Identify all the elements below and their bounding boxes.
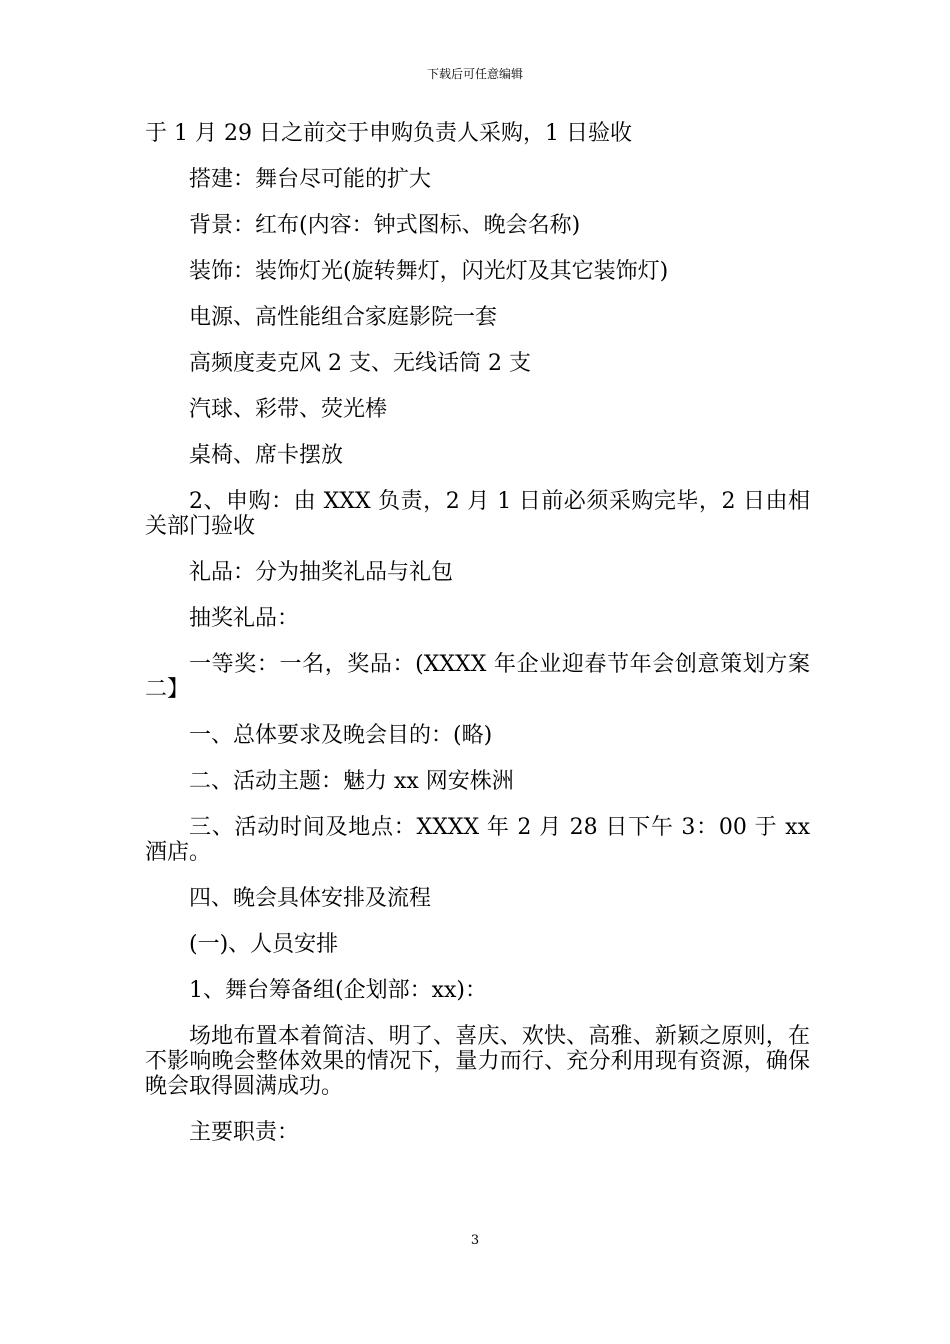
paragraph: 汽球、彩带、荧光棒 <box>189 397 388 422</box>
paragraph: 2、申购：由 XXX 负责，2 月 1 日前必须采购完毕，2 日由相关部门验收 <box>145 489 810 539</box>
paragraph: 搭建：舞台尽可能的扩大 <box>189 167 432 192</box>
paragraph: (一)、人员安排 <box>189 932 339 957</box>
paragraph: 电源、高性能组合家庭影院一套 <box>189 305 498 330</box>
paragraph: 高频度麦克风 2 支、无线话筒 2 支 <box>189 351 531 376</box>
paragraph: 装饰：装饰灯光(旋转舞灯，闪光灯及其它装饰灯) <box>189 259 669 284</box>
page-header-note: 下载后可任意编辑 <box>426 67 523 81</box>
paragraph: 背景：红布(内容：钟式图标、晚会名称) <box>189 213 581 238</box>
paragraph: 三、活动时间及地点：XXXX 年 2 月 28 日下午 3：00 于 xx 酒店。 <box>145 815 810 865</box>
page-number: 3 <box>470 1233 480 1248</box>
document-body <box>145 121 810 1166</box>
paragraph: 于 1 月 29 日之前交于申购负责人采购，1 日验收 <box>145 121 632 146</box>
paragraph: 桌椅、席卡摆放 <box>189 443 344 468</box>
paragraph: 1、舞台筹备组(企划部：xx)： <box>189 978 487 1003</box>
paragraph: 一等奖：一名，奖品：(XXXX 年企业迎春节年会创意策划方案二】 <box>145 652 810 702</box>
paragraph: 场地布置本着简洁、明了、喜庆、欢快、高雅、新颖之原则，在不影响晚会整体效果的情况下，量力而行、充分利用现有资源，确保晚会取得圆满成功。 <box>145 1024 810 1099</box>
paragraph: 一、总体要求及晚会目的：(略) <box>189 723 493 748</box>
paragraph: 二、活动主题：魅力 xx 网安株洲 <box>189 769 514 794</box>
paragraph: 礼品：分为抽奖礼品与礼包 <box>189 560 454 585</box>
paragraph: 抽奖礼品： <box>189 606 300 631</box>
paragraph: 四、晚会具体安排及流程 <box>189 886 432 911</box>
paragraph: 主要职责： <box>189 1120 300 1145</box>
